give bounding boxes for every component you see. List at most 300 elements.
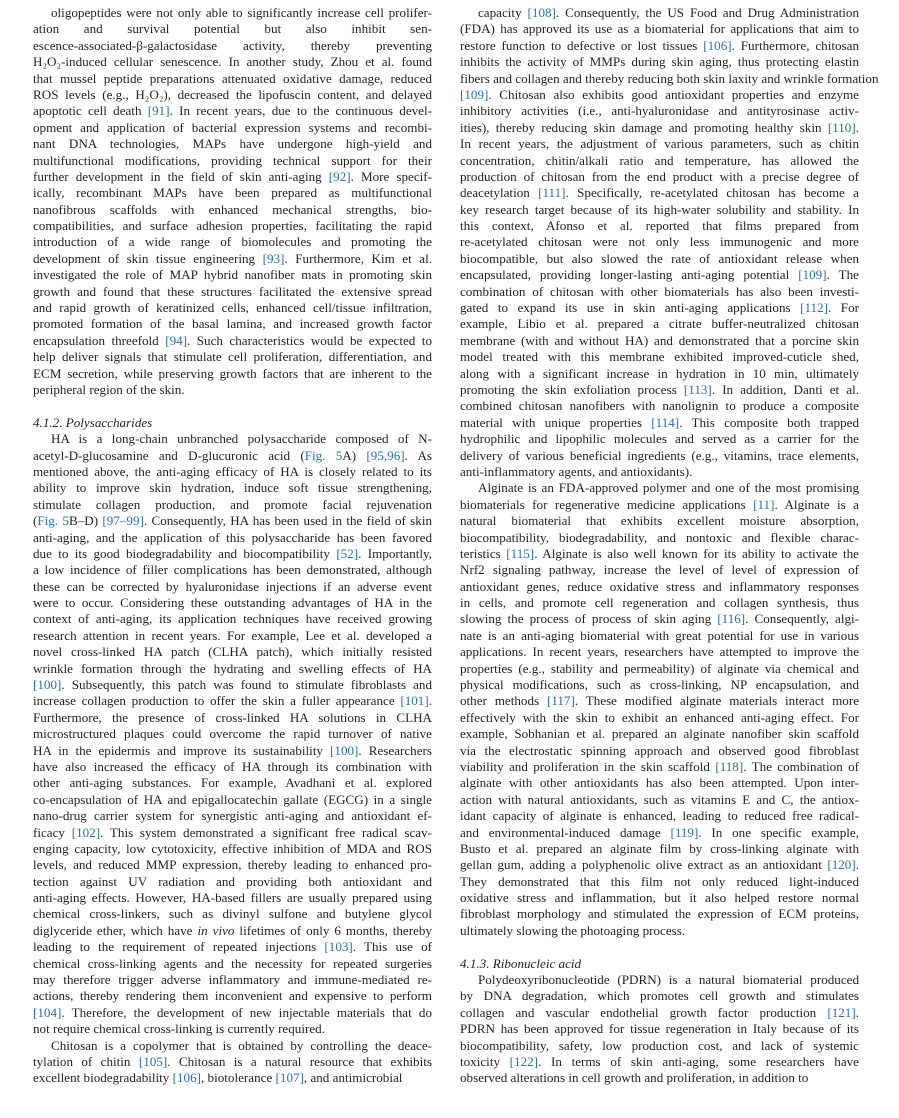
text-run: inhibits the activity of MMPs during skin aging, thus protecting elastin bbox=[460, 54, 859, 70]
citation-link[interactable]: [118] bbox=[715, 758, 744, 774]
text-line bbox=[33, 103, 432, 119]
text-run: context of anti-aging, its application techniques have received growing bbox=[33, 611, 432, 627]
text-line bbox=[460, 202, 859, 218]
text-run: (FDA) has approved its use as a biomaterial for applications that aim to bbox=[460, 21, 859, 37]
text-run: , biotolerance bbox=[201, 1070, 276, 1086]
text-run: anti-aging, and the application of this polysaccharide has been favored bbox=[33, 529, 432, 545]
citation-link[interactable]: [109] bbox=[460, 86, 489, 102]
text-run: ities), thereby reducing skin damage and promoting healthy skin bbox=[460, 119, 828, 135]
text-run: H₂O₂-induced cellular senescence. In another study, Zhou et al. found bbox=[33, 54, 432, 70]
text-line bbox=[460, 677, 859, 693]
text-run: novel cross-linked HA patch (CLHA patch), which initially resisted bbox=[33, 644, 432, 660]
text-line bbox=[460, 136, 859, 152]
text-run: action with natural antioxidants, such as vitamins E and C, the antiox- bbox=[460, 791, 859, 807]
text-run: apoptotic cell death bbox=[33, 103, 148, 119]
text-line bbox=[33, 234, 432, 250]
text-run: fibers and collagen and thereby reducing both skin laxity and wrinkle formation bbox=[460, 70, 879, 86]
text-run: re-acetylated chitosan were not only less immunogenic and more bbox=[460, 234, 859, 250]
text-run: example, Sobhanian et al. prepared an alginate nanofiber skin scaffold bbox=[460, 726, 859, 742]
text-run: Busto et al. prepared an alginate film by cross-linking alginate with bbox=[460, 840, 859, 856]
text-run: . These modified alginate materials interact more bbox=[574, 693, 860, 709]
text-run: biomaterials for regenerative medicine applications bbox=[460, 496, 754, 512]
text-run: chemical cross-linking agents and the necessity for repeated surgeries bbox=[33, 955, 432, 971]
text-run: . This composite both trapped bbox=[679, 414, 859, 430]
text-line bbox=[460, 234, 859, 250]
text-run: diglyceride ether, which have bbox=[33, 922, 198, 938]
text-line bbox=[33, 300, 432, 316]
text-line bbox=[460, 726, 859, 742]
text-run: . The bbox=[826, 267, 859, 283]
text-run: these can be corrected by hyaluronidase injections if an adverse event bbox=[33, 578, 432, 594]
text-line bbox=[460, 743, 859, 759]
text-run: mentioned above, the anti-aging efficacy of HA is closely related to its bbox=[33, 463, 432, 479]
text-line bbox=[33, 743, 432, 759]
text-line bbox=[460, 464, 859, 480]
text-run: other anti-aging substances. For example, Avadhani et al. explored bbox=[33, 775, 432, 791]
text-run: ation and survival potential but also inhibit sen- bbox=[33, 21, 432, 37]
text-run: Furthermore, the presence of cross-linked HA solutions in CLHA bbox=[33, 709, 432, 725]
text-run: . Importantly, bbox=[358, 545, 432, 561]
text-run: physical modifications, such as cross-linking, NP encapsulation, and bbox=[460, 677, 859, 693]
text-line bbox=[460, 38, 859, 54]
text-run: . Therefore, the development of new injectable materials that do bbox=[61, 1004, 432, 1020]
text-run: other methods bbox=[460, 693, 547, 709]
text-run: increase collagen production to offer the skin a fuller appearance bbox=[33, 693, 401, 709]
text-run: have also increased the efficacy of HA through its combination with bbox=[33, 758, 432, 774]
citation-link[interactable]: [94] bbox=[165, 332, 188, 348]
text-run: nant DNA technologies, MAPs have undergone high-yield and bbox=[33, 136, 432, 152]
section-heading: 4.1.2. Polysaccharides bbox=[33, 414, 153, 430]
text-run: B–D) bbox=[68, 513, 103, 529]
text-run: . As bbox=[404, 447, 433, 463]
text-line bbox=[33, 595, 432, 611]
text-run: levels, and reduced MMP expression, thereby leading to enhanced pro- bbox=[33, 857, 432, 873]
figure-link[interactable]: Fig. 5 bbox=[37, 513, 69, 529]
paragraph bbox=[460, 972, 859, 1087]
citation-link[interactable]: [113] bbox=[683, 381, 712, 397]
text-run: biocompatibility, safety, low production cost, and lack of systemic bbox=[460, 1037, 859, 1053]
text-run: tylation of chitin bbox=[33, 1054, 139, 1069]
text-run: this context, Afonso et al. reported that films prepared from bbox=[460, 218, 859, 234]
text-run: inhibitory activities (i.e., anti-hyaluronidase and antityrosinase activ- bbox=[460, 103, 859, 119]
text-line bbox=[33, 661, 432, 677]
text-run: investigated the role of MAP hybrid nanofiber mats in promoting skin bbox=[33, 267, 432, 283]
text-line bbox=[460, 923, 859, 939]
text-line bbox=[460, 54, 859, 70]
citation-link[interactable]: [117] bbox=[546, 693, 575, 709]
text-run: . Consequently, algi- bbox=[745, 611, 860, 627]
text-run: . Furthermore, Kim et al. bbox=[284, 250, 432, 266]
citation-link[interactable]: [120] bbox=[827, 857, 856, 873]
text-line bbox=[33, 710, 432, 726]
citation-link[interactable]: [52] bbox=[336, 545, 359, 561]
text-line bbox=[33, 841, 432, 857]
citation-link[interactable]: [92] bbox=[328, 168, 351, 184]
text-run: growth and found that these structures facilitated the extensive spread bbox=[33, 283, 432, 299]
text-line bbox=[33, 185, 432, 201]
text-run: not require chemical cross-linking is currently required. bbox=[33, 1021, 325, 1037]
text-line bbox=[460, 21, 859, 37]
text-line bbox=[33, 349, 432, 365]
text-line bbox=[460, 890, 859, 906]
italic-term: in vivo bbox=[197, 922, 235, 938]
text-line bbox=[460, 661, 859, 677]
text-line bbox=[33, 153, 432, 169]
text-line bbox=[460, 775, 859, 791]
text-run: material with unique properties bbox=[460, 414, 652, 430]
text-line bbox=[460, 710, 859, 726]
text-line bbox=[460, 530, 859, 546]
text-run: encapsulation threefold bbox=[33, 332, 166, 348]
text-line bbox=[33, 1005, 432, 1021]
citation-link[interactable]: [100] bbox=[330, 742, 359, 758]
text-run: anti-aging effects. However, HA-based fillers are usually prepared using bbox=[33, 890, 432, 906]
text-line bbox=[460, 562, 859, 578]
text-line bbox=[460, 988, 859, 1004]
text-run: promoting the skin exfoliation process bbox=[460, 381, 684, 397]
text-line bbox=[460, 70, 879, 87]
text-line bbox=[33, 956, 432, 972]
text-run: A) bbox=[342, 447, 367, 463]
text-line bbox=[460, 382, 859, 398]
text-run: . Such characteristics would be expected to bbox=[187, 332, 432, 348]
text-run: hydrophilic and lipophilic molecules and served as a carrier for the bbox=[460, 431, 859, 447]
text-line bbox=[33, 775, 432, 791]
text-run: further development in the field of skin anti-aging bbox=[33, 168, 329, 184]
text-run: ultimately slowing the photoaging process. bbox=[460, 922, 686, 938]
text-run: promoted formation of the basal lamina, and increased growth factor bbox=[33, 316, 432, 332]
text-run: . Chitosan also exhibits good antioxidant properties and enzyme bbox=[488, 86, 859, 102]
text-run: properties (e.g., stability and permeability) of alginate via chemical and bbox=[460, 660, 859, 676]
text-run: combined chitosan nanofibers with nanolignin to produce a composite bbox=[460, 398, 859, 414]
text-run: They demonstrated that this film not only reduced light-induced bbox=[460, 873, 859, 889]
text-line bbox=[460, 316, 859, 332]
text-line bbox=[33, 251, 432, 267]
text-run: via the electrostatic spinning approach and observed good fibroblast bbox=[460, 742, 859, 758]
text-run: PDRN has been approved for tissue regeneration in Italy because of its bbox=[460, 1021, 859, 1037]
text-line bbox=[33, 38, 432, 54]
text-line bbox=[33, 1054, 432, 1070]
text-line bbox=[33, 988, 432, 1004]
text-line bbox=[33, 54, 432, 70]
text-line bbox=[460, 169, 859, 185]
text-run: ficacy bbox=[33, 824, 72, 840]
text-line bbox=[460, 1021, 859, 1037]
text-run: along with a significant increase in hydration in 10 min, ultimately bbox=[460, 365, 859, 381]
text-run: In recent years, the adjustment of various parameters, such as chitin bbox=[460, 136, 859, 152]
text-run: teristics bbox=[460, 545, 507, 561]
text-run: natural biomaterial that exhibits excellent moisture absorption, bbox=[460, 513, 859, 529]
citation-link[interactable]: [97–99] bbox=[102, 513, 144, 529]
text-line bbox=[33, 579, 432, 595]
text-run: . Consequently, HA has been used in the field of skin bbox=[143, 513, 433, 529]
text-run: escence-associated-β-galactosidase activity, thereby preventing bbox=[33, 37, 432, 53]
paragraph bbox=[33, 431, 432, 1037]
citation-link[interactable]: [91] bbox=[147, 103, 170, 119]
text-line bbox=[33, 218, 432, 234]
text-line bbox=[460, 300, 859, 316]
citation-link[interactable]: [115] bbox=[506, 545, 535, 561]
text-line bbox=[460, 366, 859, 382]
text-line bbox=[460, 759, 859, 775]
text-run: development of skin tissue engineering bbox=[33, 250, 263, 266]
text-line bbox=[33, 562, 432, 578]
text-line bbox=[460, 972, 859, 988]
text-run: chemical cross-linkers, such as divinyl sulfone and butylene glycol bbox=[33, 906, 432, 922]
left-column bbox=[33, 5, 432, 1087]
text-run: . Alginate is a bbox=[774, 496, 859, 512]
text-run: opment and application of bacterial expression systems and recombi- bbox=[33, 119, 432, 135]
text-line bbox=[33, 972, 432, 988]
text-run: concentration, chitin/alkali ratio and temperature, has allowed the bbox=[460, 152, 859, 168]
text-line bbox=[460, 693, 859, 709]
text-run: biocompatibility, biodegradability, and nontoxic and flexible charac- bbox=[460, 529, 859, 545]
text-line bbox=[460, 1038, 859, 1054]
text-line bbox=[33, 87, 432, 103]
text-run: restore function to defective or lost tissues bbox=[460, 37, 704, 53]
text-line bbox=[33, 71, 432, 87]
text-line bbox=[460, 546, 859, 562]
citation-link[interactable]: [100] bbox=[33, 677, 62, 693]
text-run: leading to the requirement of repeated injections bbox=[33, 939, 325, 955]
text-run: . This use of bbox=[352, 939, 432, 955]
text-line bbox=[33, 530, 432, 546]
text-line bbox=[460, 513, 859, 529]
text-run: example, Libio et al. prepared a citrate buffer-neutralized chitosan bbox=[460, 316, 859, 332]
citation-link[interactable]: [116] bbox=[717, 611, 746, 627]
citation-link[interactable]: [105] bbox=[138, 1054, 168, 1069]
text-line bbox=[460, 808, 859, 824]
text-line bbox=[460, 906, 859, 922]
text-line bbox=[33, 333, 432, 349]
text-line bbox=[33, 1021, 432, 1037]
text-run: ROS levels (e.g., H₂O₂), decreased the lipofuscin content, and delayed bbox=[33, 86, 432, 102]
text-line bbox=[33, 431, 432, 447]
text-run: . For bbox=[828, 300, 859, 316]
text-run: . More specif- bbox=[350, 168, 432, 184]
text-run: ability to improve skin hydration, induce soft tissue strengthening, bbox=[33, 480, 432, 496]
right-column bbox=[460, 5, 879, 1087]
text-run: , and antimicrobial bbox=[303, 1070, 403, 1086]
citation-link[interactable]: [121] bbox=[827, 1004, 856, 1020]
text-run: Alginate is an FDA-approved polymer and one of the most promising bbox=[478, 480, 859, 496]
citation-link[interactable]: [114] bbox=[651, 414, 680, 430]
text-run: . bbox=[855, 1004, 859, 1020]
citation-link[interactable]: [108] bbox=[527, 5, 556, 20]
text-run: combination of chitosan with other biomaterials has also been investi- bbox=[460, 283, 859, 299]
text-run: . Researchers bbox=[358, 742, 432, 758]
text-run: and environmental-induced damage bbox=[460, 824, 671, 840]
citation-link[interactable]: [93] bbox=[262, 250, 285, 266]
text-line bbox=[460, 1005, 859, 1021]
text-run: . bbox=[855, 857, 859, 873]
text-run: that mussel peptide preparations attenuated oxidative damage, reduced bbox=[33, 70, 432, 86]
text-run: lifetimes of only 6 months, thereby bbox=[234, 922, 432, 938]
text-line bbox=[460, 218, 859, 234]
text-line bbox=[460, 628, 859, 644]
text-line bbox=[33, 366, 432, 382]
text-run: and rapid growth of keratinized cells, enhanced cell/tissue infiltration, bbox=[33, 300, 432, 316]
text-run: . In addition, Danti et al. bbox=[711, 381, 859, 397]
text-line bbox=[33, 284, 432, 300]
text-run: fibroblast morphology and stimulated the expression of ECM proteins, bbox=[460, 906, 859, 922]
text-line bbox=[33, 382, 432, 398]
text-run: wrinkle formation through the hydrating and swelling effects of HA bbox=[33, 660, 432, 676]
text-run: in cells, and promote cell regeneration and collagen synthesis, thus bbox=[460, 595, 859, 611]
text-run: . bbox=[855, 119, 859, 135]
text-run: microstructured plaques could overcome the rapid turnover of native bbox=[33, 726, 432, 742]
text-run: applications. In recent years, researchers have attempted to improve the bbox=[460, 644, 859, 660]
text-line bbox=[33, 644, 432, 660]
text-line bbox=[33, 267, 432, 283]
text-line bbox=[33, 874, 432, 890]
citation-link[interactable]: [111] bbox=[538, 185, 566, 201]
text-line bbox=[33, 316, 432, 332]
citation-link[interactable]: [109] bbox=[798, 267, 827, 283]
text-line bbox=[33, 611, 432, 627]
text-line bbox=[460, 841, 859, 857]
text-run: due to its good biodegradability and biocompatibility bbox=[33, 545, 337, 561]
text-line bbox=[33, 136, 432, 152]
text-line bbox=[33, 726, 432, 742]
text-run: delivery of various beneficial ingredients (e.g., vitamins, trace elements, bbox=[460, 447, 859, 463]
citation-link[interactable]: [102] bbox=[71, 824, 101, 840]
text-line bbox=[460, 267, 859, 283]
paragraph bbox=[460, 5, 879, 480]
text-line bbox=[460, 497, 859, 513]
citation-link[interactable]: [110] bbox=[827, 119, 856, 135]
text-line bbox=[460, 644, 859, 660]
section-spacer bbox=[33, 398, 432, 414]
text-run: research attention in recent years. For example, Lee et al. developed a bbox=[33, 627, 432, 643]
text-line bbox=[460, 5, 859, 21]
text-line bbox=[33, 677, 432, 693]
text-line bbox=[33, 890, 432, 906]
paragraph bbox=[33, 1038, 432, 1087]
text-line bbox=[460, 874, 859, 890]
citation-link[interactable]: [11] bbox=[753, 496, 775, 512]
text-line bbox=[33, 497, 432, 513]
text-run: may therefore trigger adverse inflammatory and immune-mediated re- bbox=[33, 972, 432, 988]
citation-link[interactable]: [112] bbox=[800, 300, 829, 316]
text-line bbox=[460, 415, 859, 431]
text-run: capacity bbox=[478, 5, 528, 20]
text-run: Nrf2 signaling pathway, increase the level of level of expression of bbox=[460, 562, 859, 578]
paragraph bbox=[460, 480, 859, 939]
text-run: a low incidence of filler complications has been demonstrated, although bbox=[33, 562, 432, 578]
text-run: . Subsequently, this patch was found to stimulate fibroblasts and bbox=[61, 677, 432, 693]
text-line bbox=[33, 546, 432, 562]
text-run: production of chitosan from the end product with a precise degree of bbox=[460, 168, 859, 184]
text-run: . The combination of bbox=[743, 758, 859, 774]
text-line bbox=[460, 185, 859, 201]
citation-link[interactable]: [119] bbox=[670, 824, 699, 840]
text-line bbox=[460, 398, 859, 414]
text-line bbox=[460, 825, 859, 841]
citation-link[interactable]: [95,96] bbox=[366, 447, 405, 463]
citation-link[interactable]: [107] bbox=[275, 1070, 304, 1086]
text-line bbox=[33, 464, 432, 480]
text-line bbox=[33, 792, 432, 808]
text-line bbox=[460, 153, 859, 169]
section-spacer bbox=[460, 939, 859, 955]
citation-link[interactable]: [122] bbox=[509, 1054, 539, 1069]
text-run: idant capacity of alginate is enhanced, leading to reduced free radical- bbox=[460, 808, 859, 824]
text-run: toxicity bbox=[460, 1054, 510, 1069]
text-line bbox=[33, 120, 432, 136]
text-run: nano-drug carrier system for synergistic anti-aging and antioxidant ef- bbox=[33, 808, 432, 824]
citation-link[interactable]: [101] bbox=[400, 693, 429, 709]
text-run: key research target because of its high-water solubility and stability. In bbox=[460, 201, 859, 217]
citation-link[interactable]: [104] bbox=[33, 1004, 62, 1020]
text-run: by DNA degradation, which promotes cell growth and stimulates bbox=[460, 988, 859, 1004]
text-line bbox=[460, 1070, 859, 1086]
text-run: . Chitosan is a natural resource that exhibits bbox=[167, 1054, 432, 1069]
text-run: . Furthermore, chitosan bbox=[731, 37, 859, 53]
text-line bbox=[460, 120, 859, 136]
citation-link[interactable]: [106] bbox=[172, 1070, 201, 1086]
text-run: gated to expand its use in skin anti-aging applications bbox=[460, 300, 801, 316]
citation-link[interactable]: [106] bbox=[703, 37, 732, 53]
text-run: peripheral region of the skin. bbox=[33, 381, 185, 397]
text-run: enging capacity, low cytotoxicity, effective inhibition of MDA and ROS bbox=[33, 840, 432, 856]
text-line bbox=[460, 431, 859, 447]
text-line bbox=[33, 513, 432, 529]
text-run: acetyl-D-glucosamine and D-glucuronic acid ( bbox=[33, 447, 305, 463]
text-line bbox=[460, 103, 859, 119]
text-run: ( bbox=[33, 513, 38, 529]
text-line bbox=[460, 1054, 859, 1070]
text-line bbox=[33, 825, 432, 841]
text-run: . Specifically, re-acetylated chitosan has become a bbox=[565, 185, 859, 201]
text-run: encapsulated, providing longer-lasting anti-aging potential bbox=[460, 267, 799, 283]
figure-link[interactable]: Fig. 5 bbox=[304, 447, 343, 463]
text-run: . This system demonstrated a significant free radical scav- bbox=[100, 824, 432, 840]
text-run: slowing the process of process of skin aging bbox=[460, 611, 718, 627]
text-run: multifunctional modifications, providing technical support for their bbox=[33, 152, 432, 168]
citation-link[interactable]: [103] bbox=[324, 939, 353, 955]
text-run: introduction of a wide range of biomolecules and promoting the bbox=[33, 234, 432, 250]
text-run: excellent biodegradability bbox=[33, 1070, 173, 1086]
text-line bbox=[460, 579, 859, 595]
text-run: co-encapsulation of HA and epigallocatechin gallate (EGCG) in a single bbox=[33, 791, 432, 807]
text-line bbox=[33, 693, 432, 709]
text-run: help deliver signals that stimulate cell proliferation, differentiation, and bbox=[33, 349, 432, 365]
text-run: HA in the epidermis and improve its sustainability bbox=[33, 742, 331, 758]
text-run: oxidative stress and inflammation, but it also helped restore normal bbox=[460, 890, 859, 906]
text-line bbox=[33, 808, 432, 824]
text-run: . In terms of skin anti-aging, some researchers have bbox=[538, 1054, 859, 1069]
text-line bbox=[460, 792, 859, 808]
text-run: antioxidant genes, reduce oxidative stress and inflammatory responses bbox=[460, 578, 859, 594]
paragraph bbox=[33, 5, 432, 398]
text-run: nanofibrous scaffolds with enhanced mechanical strengths, bio- bbox=[33, 201, 432, 217]
text-line bbox=[33, 202, 432, 218]
text-run: viability and proliferation in the skin scaffold bbox=[460, 758, 716, 774]
text-line bbox=[33, 448, 432, 464]
text-line bbox=[33, 906, 432, 922]
text-run: alginate with other antioxidants has also been attempted. Upon inter- bbox=[460, 775, 859, 791]
text-line bbox=[33, 5, 432, 21]
text-run: ECM secretion, while preserving growth factors that are inherent to the bbox=[33, 365, 432, 381]
text-line bbox=[460, 857, 859, 873]
text-run: were to occur. Considering these outstanding advantages of HA in the bbox=[33, 595, 432, 611]
text-run: compatibilities, and surface adhesion properties, facilitating the rapid bbox=[33, 218, 432, 234]
text-line bbox=[33, 1038, 432, 1054]
text-run: stimulate collagen production, and promote facial rejuvenation bbox=[33, 496, 432, 512]
text-run: anti-inflammatory agents, and antioxidants). bbox=[460, 463, 693, 479]
text-line bbox=[33, 169, 432, 185]
